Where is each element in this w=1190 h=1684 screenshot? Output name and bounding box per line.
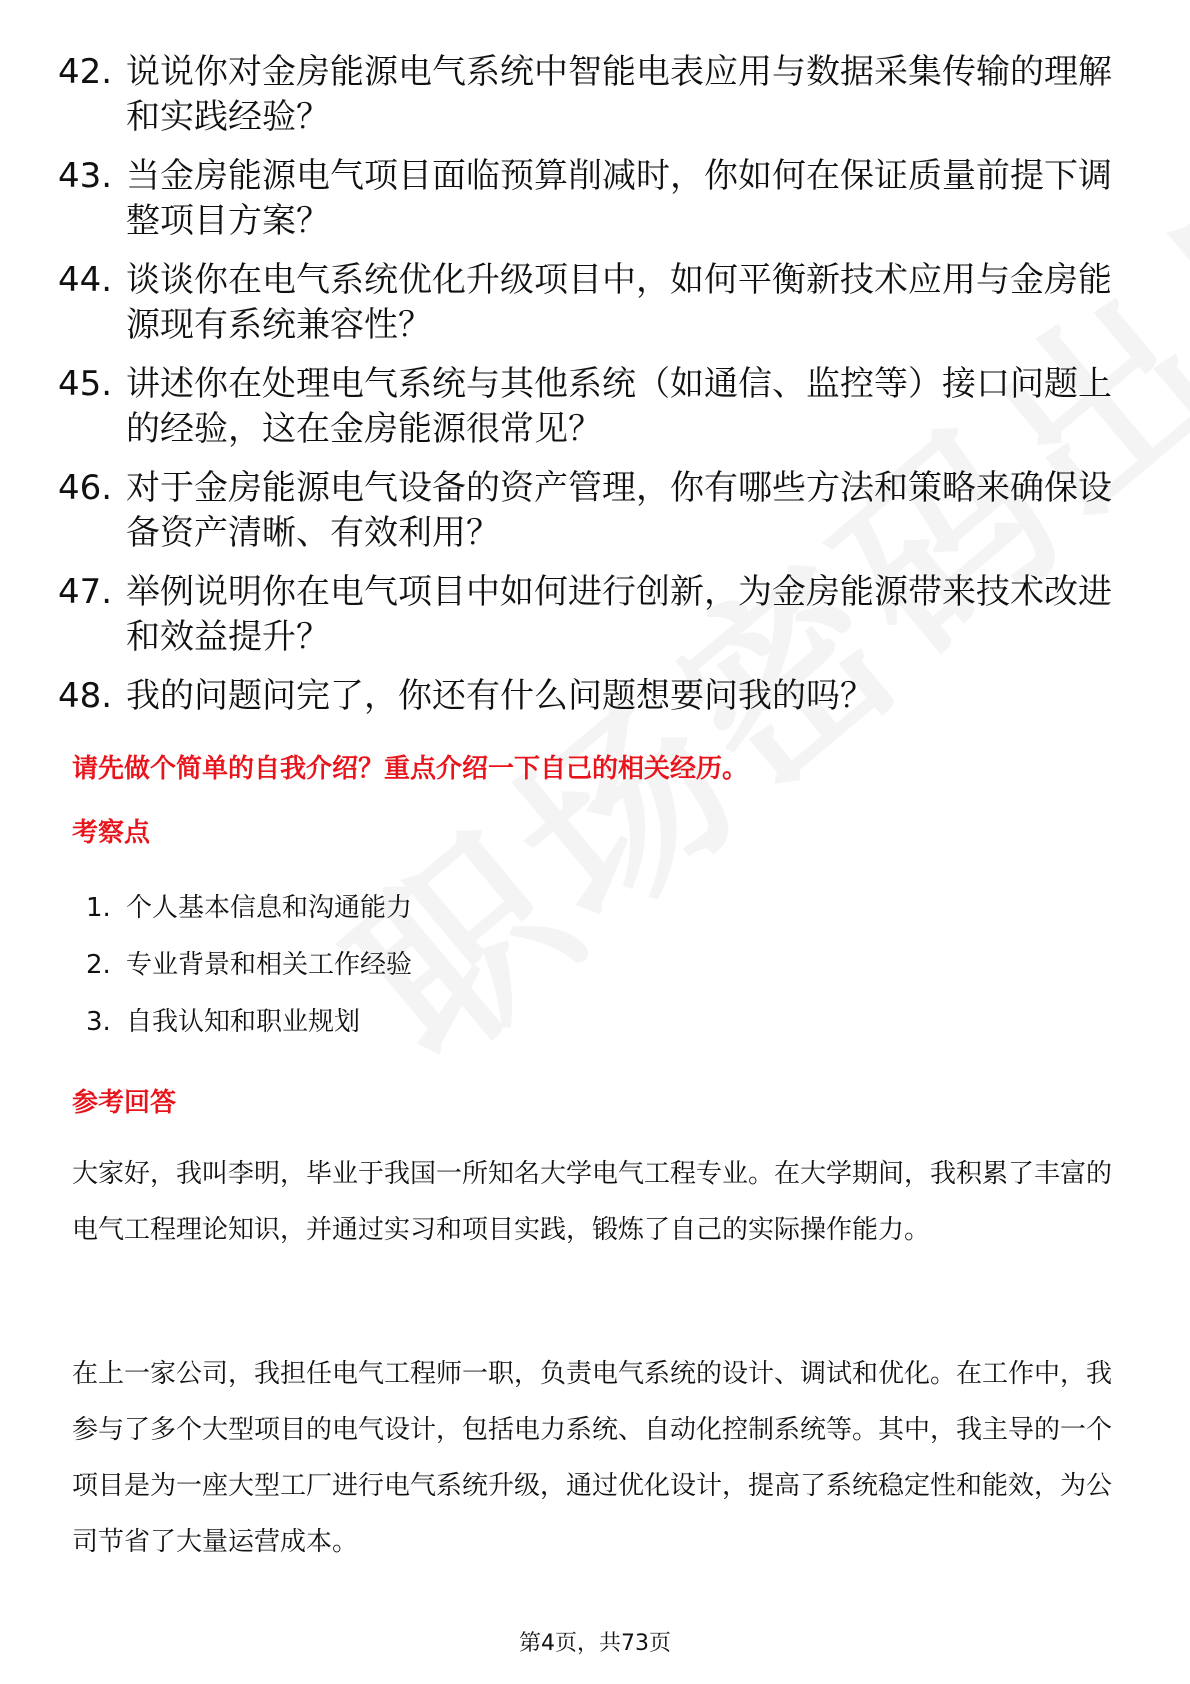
question-item — [58, 154, 1118, 244]
question-text: 说说你对金房能源电气系统中智能电表应用与数据采集传输的理解和实践经验？ — [126, 52, 1112, 137]
question-text: 对于金房能源电气设备的资产管理，你有哪些方法和策略来确保设备资产清晰、有效利用？ — [126, 468, 1112, 553]
point-number: 1. — [86, 893, 111, 923]
points-label: 考察点 — [72, 818, 151, 848]
question-text: 谈谈你在电气系统优化升级项目中，如何平衡新技术应用与金房能源现有系统兼容性？ — [126, 260, 1112, 345]
question-list — [58, 50, 1118, 733]
question-number: 48. — [58, 676, 113, 716]
question-number: 46. — [58, 468, 113, 508]
answer-paragraph: 在上一家公司，我担任电气工程师一职，负责电气系统的设计、调试和优化。在工作中，我参与了多个大型项目的电气设计，包括电力系统、自动化控制系统等。其中，我主导的一个项目是为一座大型工厂进行电气系统升级，通过优化设计，提高了系统稳定性和能效，为公司节省了大量运营成本。 — [72, 1359, 1113, 1557]
list-item — [86, 937, 412, 994]
points-list — [86, 880, 412, 1051]
point-text: 专业背景和相关工作经验 — [126, 950, 413, 980]
point-number: 3. — [86, 1007, 111, 1037]
question-item — [58, 258, 1118, 348]
answer-label: 参考回答 — [72, 1088, 177, 1118]
point-number: 2. — [86, 950, 111, 980]
question-item — [58, 362, 1118, 452]
question-text: 讲述你在处理电气系统与其他系统（如通信、监控等）接口问题上的经验，这在金房能源很常见？ — [126, 364, 1112, 449]
point-text: 自我认知和职业规划 — [126, 1007, 361, 1037]
answer-paragraph: 大家好，我叫李明，毕业于我国一所知名大学电气工程专业。在大学期间，我积累了丰富的电气工程理论知识，并通过实习和项目实践，锻炼了自己的实际操作能力。 — [72, 1159, 1113, 1245]
question-text: 当金房能源电气项目面临预算削减时，你如何在保证质量前提下调整项目方案？ — [126, 156, 1112, 241]
page-footer: 第4页，共73页 — [519, 1631, 671, 1656]
question-number: 43. — [58, 156, 113, 196]
question-text: 我的问题问完了，你还有什么问题想要问我的吗？ — [126, 676, 874, 716]
question-item — [58, 674, 1118, 719]
question-item — [58, 466, 1118, 556]
question-number: 45. — [58, 364, 113, 404]
question-number: 44. — [58, 260, 113, 300]
question-text: 举例说明你在电气项目中如何进行创新，为金房能源带来技术改进和效益提升？ — [126, 572, 1112, 657]
point-text: 个人基本信息和沟通能力 — [126, 893, 413, 923]
section-question-heading: 请先做个简单的自我介绍？重点介绍一下自己的相关经历。 — [72, 754, 749, 784]
question-item — [58, 570, 1118, 660]
list-item — [86, 880, 412, 937]
question-number: 47. — [58, 572, 113, 612]
question-item — [58, 50, 1118, 140]
list-item — [86, 994, 412, 1051]
question-number: 42. — [58, 52, 113, 92]
